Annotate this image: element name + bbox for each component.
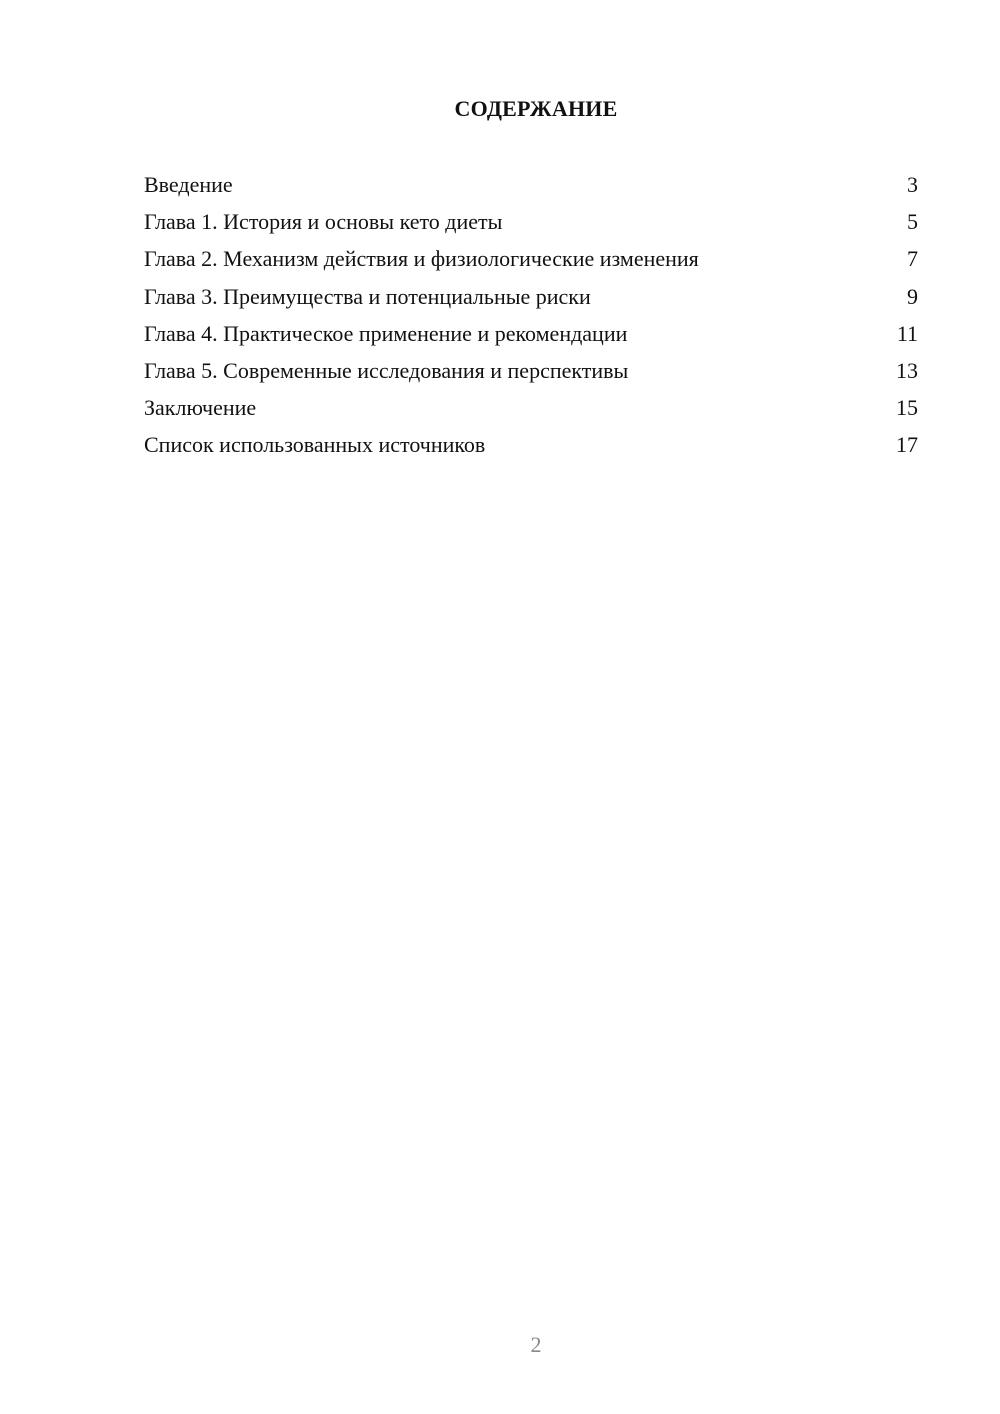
toc-item-label: Список использованных источников (144, 432, 486, 458)
toc-item-page: 7 (907, 246, 918, 272)
toc-item-chapter-1 (144, 203, 918, 240)
page-number: 2 (530, 1332, 542, 1357)
toc-item-label: Глава 3. Преимущества и потенциальные риски (144, 283, 591, 309)
toc-item-chapter-3 (144, 278, 918, 315)
page-title: СОДЕРЖАНИЕ (454, 96, 618, 121)
toc-item-references (144, 426, 918, 463)
toc-item-page: 15 (896, 395, 918, 421)
toc-item-label: Глава 4. Практическое применение и рекомендации (144, 320, 628, 346)
table-of-contents (144, 166, 918, 464)
toc-item-label: Введение (144, 172, 233, 197)
toc-item-page: 11 (896, 320, 918, 346)
toc-item-page: 17 (896, 432, 918, 458)
toc-item-page: 13 (896, 357, 918, 383)
toc-item-label: Глава 2. Механизм действия и физиологические изменения (144, 246, 699, 272)
toc-item-page: 5 (907, 209, 918, 235)
toc-item-conclusion (144, 389, 918, 426)
toc-item-label: Глава 1. История и основы кето диеты (144, 209, 503, 235)
toc-item-chapter-2 (144, 240, 918, 277)
toc-item-chapter-5 (144, 352, 918, 389)
toc-item-chapter-4 (144, 315, 918, 352)
toc-item-label: Заключение (144, 395, 257, 421)
toc-item-page: 9 (907, 283, 918, 309)
toc-item-label: Глава 5. Современные исследования и перспективы (144, 357, 629, 383)
toc-item-page: 3 (907, 172, 918, 197)
toc-item-introduction (144, 166, 918, 203)
